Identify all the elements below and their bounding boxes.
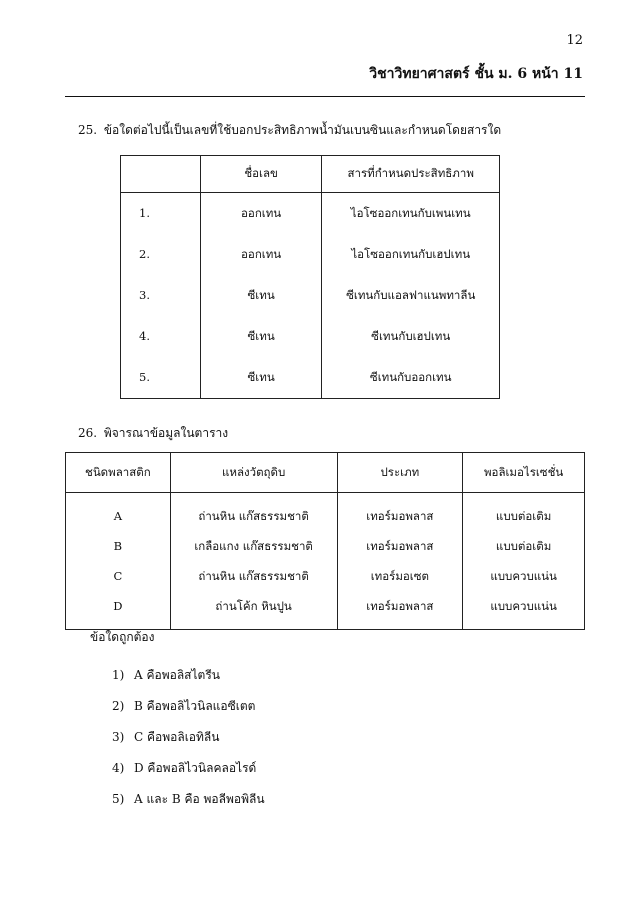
choice-1[interactable] [112, 660, 265, 691]
table-cell: เทอร์มอพลาส [366, 599, 434, 613]
table-cell: เทอร์มอพลาส [366, 509, 434, 523]
table-cell: ซีเทน [247, 370, 275, 384]
choice-label: 5) [112, 792, 125, 806]
table-header-row [66, 453, 585, 493]
table-cell: ไอโซออกเทนกับเฮปเทน [351, 247, 471, 261]
table-header: สารที่กำหนดประสิทธิภาพ [322, 156, 500, 193]
table-cell: แบบต่อเติม [495, 539, 552, 553]
table-cell: ซีเทนกับออกเทน [369, 370, 452, 384]
choice-label: 3) [112, 730, 125, 744]
table-cell: 4. [139, 329, 150, 343]
question-text: ข้อใดต่อไปนี้เป็นเลขที่ใช้บอกประสิทธิภาพน้ำมันเบนซินและกำหนดโดยสารใด [103, 123, 502, 137]
table-cell: C [113, 569, 123, 583]
table-cell: A [113, 509, 123, 523]
table-cell: ออกเทน [241, 206, 282, 220]
table-header [121, 156, 201, 193]
table-cell: ซีเทนกับแอลฟาแนพทาลีน [346, 288, 476, 302]
header-rule [65, 96, 585, 97]
table-cell: ซีเทนกับเฮปเทน [371, 329, 451, 343]
table-cell: แบบต่อเติม [495, 509, 552, 523]
table-cell: แบบควบแน่น [490, 599, 557, 613]
table-cell: เกลือแกง แก๊สธรรมชาติ [194, 539, 313, 553]
table-header: ชื่อเลข [200, 156, 322, 193]
table-header: พอลิเมอไรเซชั่น [463, 453, 585, 493]
table-header: ชนิดพลาสติก [66, 453, 171, 493]
choice-text: C คือพอลิเอทิลีน [134, 730, 220, 744]
table-cell: 1. [139, 206, 150, 220]
choice-text: A และ B คือ พอลีพอพิลีน [134, 792, 265, 806]
q26-table [65, 452, 585, 630]
table-cell: ถ่านหิน แก๊สธรรมชาติ [198, 569, 309, 583]
table-cell: B [113, 539, 123, 553]
page-header: วิชาวิทยาศาสตร์ ชั้น ม. 6 หน้า 11 [369, 66, 583, 82]
table-cell: แบบควบแน่น [490, 569, 557, 583]
choice-text: D คือพอลิไวนิลคลอไรด์ [134, 761, 257, 775]
table-header: ประเภท [337, 453, 463, 493]
table-cell: D [113, 599, 123, 613]
table-cell: ออกเทน [241, 247, 282, 261]
table-cell: 2. [139, 247, 150, 261]
choice-5[interactable] [112, 784, 265, 815]
table-cell: เทอร์มอเซต [370, 569, 430, 583]
page-number: 12 [566, 33, 583, 48]
table-cell: 3. [139, 288, 150, 302]
choice-label: 1) [112, 668, 125, 682]
question-prompt: ข้อใดถูกต้อง [90, 630, 155, 644]
choice-label: 2) [112, 699, 125, 713]
choice-3[interactable] [112, 722, 265, 753]
table-cell: ซีเทน [247, 329, 275, 343]
answer-choices [112, 660, 265, 815]
choice-text: B คือพอลิไวนิลแอซีเตต [134, 699, 256, 713]
choice-2[interactable] [112, 691, 265, 722]
choice-4[interactable] [112, 753, 265, 784]
table-cell: 5. [139, 370, 150, 384]
table-cell: ถ่านหิน แก๊สธรรมชาติ [198, 509, 309, 523]
question-text: พิจารณาข้อมูลในตาราง [103, 426, 229, 440]
question-25 [78, 121, 501, 140]
table-cell: ไอโซออกเทนกับเพนเทน [350, 206, 471, 220]
question-26 [78, 424, 228, 443]
table-cell: ซีเทน [247, 288, 275, 302]
q25-table [120, 155, 500, 399]
table-cell: ถ่านโค้ก หินปูน [215, 599, 292, 613]
choice-label: 4) [112, 761, 125, 775]
choice-text: A คือพอลิสไตรีน [134, 668, 220, 682]
question-number: 26. [78, 426, 98, 440]
table-header: แหล่งวัตถุดิบ [170, 453, 337, 493]
table-header-row [121, 156, 500, 193]
table-body [66, 493, 585, 630]
table-cell: เทอร์มอพลาส [366, 539, 434, 553]
question-number: 25. [78, 123, 98, 137]
table-body [121, 193, 500, 399]
